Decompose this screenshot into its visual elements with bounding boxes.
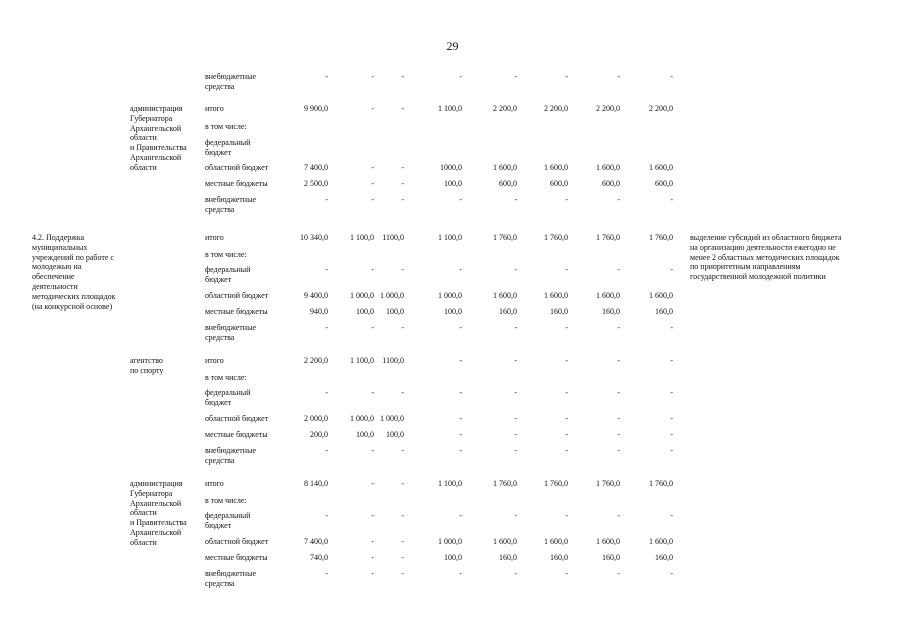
funding-source-label: областной бюджет (205, 163, 269, 172)
funding-value-cell: 1 600,0 (493, 291, 517, 300)
funding-value-cell: - (617, 446, 620, 455)
funding-value-cell: - (670, 356, 673, 365)
funding-value-cell: 2 200,0 (544, 104, 568, 113)
funding-value-cell: - (514, 414, 517, 423)
funding-value-cell: - (514, 446, 517, 455)
funding-value-cell: 1 600,0 (649, 163, 673, 172)
funding-value-cell: 1 100,0 (438, 233, 462, 242)
funding-value-cell: 1 760,0 (649, 233, 673, 242)
funding-value-cell: - (670, 323, 673, 332)
funding-value-cell: 600,0 (550, 179, 568, 188)
funding-value-cell: 1 600,0 (544, 163, 568, 172)
funding-value-cell: - (565, 430, 568, 439)
funding-value-cell: 1000,0 (440, 163, 462, 172)
funding-value-cell: 100,0 (356, 430, 374, 439)
funding-value-cell: 1 760,0 (649, 479, 673, 488)
funding-value-cell: - (459, 323, 462, 332)
funding-value-cell: - (670, 195, 673, 204)
funding-value-cell: - (459, 195, 462, 204)
funding-value-cell: - (401, 537, 404, 546)
funding-value-cell: - (371, 569, 374, 578)
funding-value-cell: - (670, 265, 673, 274)
executor-name: администрация Губернатора Архангельской области и Правительства Архангельской области (130, 479, 187, 547)
funding-value-cell: 1 000,0 (380, 291, 404, 300)
funding-value-cell: 1 000,0 (438, 291, 462, 300)
funding-source-label: в том числе: (205, 496, 247, 505)
funding-value-cell: 9 900,0 (304, 104, 328, 113)
funding-value-cell: 160,0 (655, 307, 673, 316)
funding-value-cell: - (617, 388, 620, 397)
funding-value-cell: - (617, 414, 620, 423)
funding-value-cell: 160,0 (550, 553, 568, 562)
funding-value-cell: 160,0 (602, 307, 620, 316)
funding-value-cell: 7 400,0 (304, 537, 328, 546)
funding-value-cell: 1 600,0 (649, 537, 673, 546)
funding-value-cell: - (401, 388, 404, 397)
funding-value-cell: 160,0 (602, 553, 620, 562)
funding-source-label: областной бюджет (205, 537, 269, 546)
funding-value-cell: - (617, 430, 620, 439)
funding-value-cell: 1100,0 (382, 233, 404, 242)
funding-value-cell: - (371, 511, 374, 520)
funding-value-cell: - (401, 323, 404, 332)
funding-value-cell: 100,0 (386, 307, 404, 316)
funding-value-cell: 8 140,0 (304, 479, 328, 488)
funding-value-cell: - (565, 511, 568, 520)
funding-value-cell: 1 760,0 (544, 479, 568, 488)
funding-value-cell: - (401, 163, 404, 172)
funding-source-label: итого (205, 479, 224, 488)
funding-value-cell: - (325, 265, 328, 274)
funding-value-cell: 100,0 (444, 179, 462, 188)
funding-value-cell: - (371, 72, 374, 81)
funding-value-cell: - (565, 414, 568, 423)
funding-value-cell: 1 600,0 (493, 537, 517, 546)
funding-value-cell: - (371, 163, 374, 172)
funding-value-cell: 1 100,0 (438, 479, 462, 488)
funding-value-cell: 2 500,0 (304, 179, 328, 188)
funding-value-cell: 100,0 (386, 430, 404, 439)
funding-value-cell: 1 600,0 (544, 291, 568, 300)
funding-value-cell: - (401, 511, 404, 520)
funding-value-cell: - (459, 430, 462, 439)
funding-value-cell: 100,0 (444, 553, 462, 562)
funding-value-cell: 600,0 (602, 179, 620, 188)
funding-source-label: итого (205, 356, 224, 365)
funding-value-cell: - (325, 195, 328, 204)
funding-value-cell: 1 600,0 (544, 537, 568, 546)
funding-value-cell: - (325, 569, 328, 578)
funding-value-cell: 940,0 (310, 307, 328, 316)
funding-value-cell: 2 200,0 (493, 104, 517, 113)
funding-value-cell: - (670, 414, 673, 423)
funding-value-cell: - (371, 553, 374, 562)
funding-value-cell: - (670, 569, 673, 578)
funding-value-cell: 1 760,0 (596, 479, 620, 488)
funding-source-label: федеральный бюджет (205, 138, 251, 157)
funding-value-cell: 1 600,0 (596, 291, 620, 300)
funding-value-cell: 1 600,0 (649, 291, 673, 300)
funding-source-label: федеральный бюджет (205, 265, 251, 284)
funding-value-cell: - (371, 323, 374, 332)
funding-value-cell: 160,0 (499, 553, 517, 562)
funding-value-cell: - (565, 569, 568, 578)
funding-value-cell: - (401, 179, 404, 188)
funding-source-label: областной бюджет (205, 414, 269, 423)
funding-value-cell: 1 760,0 (596, 233, 620, 242)
funding-value-cell: - (670, 446, 673, 455)
funding-value-cell: 1 000,0 (350, 414, 374, 423)
funding-value-cell: 100,0 (356, 307, 374, 316)
funding-source-label: итого (205, 233, 224, 242)
funding-value-cell: - (459, 72, 462, 81)
funding-source-label: внебюджетные средства (205, 323, 256, 342)
funding-value-cell: - (401, 553, 404, 562)
funding-value-cell: - (371, 104, 374, 113)
funding-value-cell: - (459, 388, 462, 397)
funding-value-cell: 1 000,0 (350, 291, 374, 300)
funding-value-cell: 1 760,0 (493, 233, 517, 242)
funding-value-cell: 2 200,0 (304, 356, 328, 365)
funding-value-cell: - (325, 388, 328, 397)
funding-source-label: итого (205, 104, 224, 113)
expected-result: выделение субсидий из областного бюджета на организацию деятельности ежегодно не менее 2 областных методических площадок по приоритетным направлениям государственной молодежной политики (690, 233, 842, 282)
funding-value-cell: - (371, 537, 374, 546)
funding-value-cell: 1 100,0 (350, 356, 374, 365)
funding-source-label: в том числе: (205, 373, 247, 382)
executor-name: агентство по спорту (130, 356, 164, 375)
funding-value-cell: - (514, 569, 517, 578)
funding-value-cell: 160,0 (499, 307, 517, 316)
funding-source-label: внебюджетные средства (205, 569, 256, 588)
funding-value-cell: - (514, 388, 517, 397)
funding-value-cell: - (401, 479, 404, 488)
funding-source-label: областной бюджет (205, 291, 269, 300)
funding-value-cell: - (514, 195, 517, 204)
funding-value-cell: 600,0 (655, 179, 673, 188)
funding-value-cell: - (371, 195, 374, 204)
funding-value-cell: 2 000,0 (304, 414, 328, 423)
funding-value-cell: 160,0 (550, 307, 568, 316)
funding-source-label: местные бюджеты (205, 307, 268, 316)
funding-value-cell: - (617, 356, 620, 365)
funding-value-cell: - (670, 511, 673, 520)
funding-value-cell: - (371, 479, 374, 488)
funding-value-cell: 1 600,0 (493, 163, 517, 172)
funding-value-cell: 9 400,0 (304, 291, 328, 300)
funding-value-cell: - (401, 72, 404, 81)
funding-source-label: внебюджетные средства (205, 72, 256, 91)
funding-value-cell: - (514, 430, 517, 439)
funding-source-label: внебюджетные средства (205, 446, 256, 465)
funding-source-label: федеральный бюджет (205, 511, 251, 530)
funding-value-cell: - (459, 414, 462, 423)
funding-value-cell: - (459, 569, 462, 578)
funding-value-cell: - (617, 569, 620, 578)
funding-value-cell: - (565, 195, 568, 204)
funding-value-cell: - (514, 356, 517, 365)
funding-value-cell: - (670, 430, 673, 439)
funding-value-cell: - (565, 446, 568, 455)
funding-value-cell: - (325, 511, 328, 520)
funding-value-cell: - (565, 323, 568, 332)
funding-value-cell: - (401, 104, 404, 113)
funding-value-cell: - (371, 388, 374, 397)
funding-value-cell: - (371, 179, 374, 188)
funding-value-cell: - (617, 72, 620, 81)
funding-value-cell: - (617, 265, 620, 274)
funding-source-label: местные бюджеты (205, 179, 268, 188)
funding-value-cell: 1 760,0 (493, 479, 517, 488)
funding-value-cell: 1 000,0 (380, 414, 404, 423)
funding-value-cell: - (670, 388, 673, 397)
funding-value-cell: 1 760,0 (544, 233, 568, 242)
funding-source-label: в том числе: (205, 122, 247, 131)
funding-value-cell: - (670, 72, 673, 81)
funding-value-cell: - (325, 323, 328, 332)
funding-value-cell: - (459, 511, 462, 520)
funding-source-label: в том числе: (205, 250, 247, 259)
funding-value-cell: - (565, 265, 568, 274)
funding-value-cell: - (514, 511, 517, 520)
funding-value-cell: 600,0 (499, 179, 517, 188)
funding-value-cell: - (617, 195, 620, 204)
funding-value-cell: - (617, 511, 620, 520)
funding-value-cell: - (401, 446, 404, 455)
funding-source-label: местные бюджеты (205, 553, 268, 562)
funding-value-cell: 100,0 (444, 307, 462, 316)
funding-value-cell: 2 200,0 (596, 104, 620, 113)
funding-value-cell: - (371, 446, 374, 455)
funding-source-label: внебюджетные средства (205, 195, 256, 214)
funding-value-cell: - (459, 356, 462, 365)
funding-value-cell: 200,0 (310, 430, 328, 439)
funding-value-cell: - (325, 446, 328, 455)
measure-name: 4.2. Поддержка муниципальных учреждений по работе с молодежью на обеспечение деятельности методических площадок (на конкурсной основе) (32, 233, 116, 311)
funding-value-cell: 7 400,0 (304, 163, 328, 172)
funding-value-cell: - (401, 265, 404, 274)
funding-value-cell: 1 600,0 (596, 537, 620, 546)
funding-value-cell: 1 600,0 (596, 163, 620, 172)
funding-value-cell: 1100,0 (382, 356, 404, 365)
funding-value-cell: - (401, 195, 404, 204)
funding-value-cell: - (325, 72, 328, 81)
funding-value-cell: - (514, 323, 517, 332)
funding-value-cell: - (514, 72, 517, 81)
funding-value-cell: 1 100,0 (350, 233, 374, 242)
funding-value-cell: 740,0 (310, 553, 328, 562)
page-number: 29 (446, 39, 459, 53)
funding-value-cell: 1 100,0 (438, 104, 462, 113)
funding-source-label: местные бюджеты (205, 430, 268, 439)
executor-name: администрация Губернатора Архангельской области и Правительства Архангельской области (130, 104, 187, 172)
funding-value-cell: 10 340,0 (300, 233, 328, 242)
funding-source-label: федеральный бюджет (205, 388, 251, 407)
funding-value-cell: - (459, 265, 462, 274)
funding-value-cell: - (565, 388, 568, 397)
funding-value-cell: - (401, 569, 404, 578)
funding-value-cell: - (565, 356, 568, 365)
funding-value-cell: 2 200,0 (649, 104, 673, 113)
funding-value-cell: - (371, 265, 374, 274)
funding-value-cell: - (514, 265, 517, 274)
funding-value-cell: 160,0 (655, 553, 673, 562)
funding-value-cell: 1 000,0 (438, 537, 462, 546)
funding-value-cell: - (617, 323, 620, 332)
funding-value-cell: - (459, 446, 462, 455)
funding-value-cell: - (565, 72, 568, 81)
